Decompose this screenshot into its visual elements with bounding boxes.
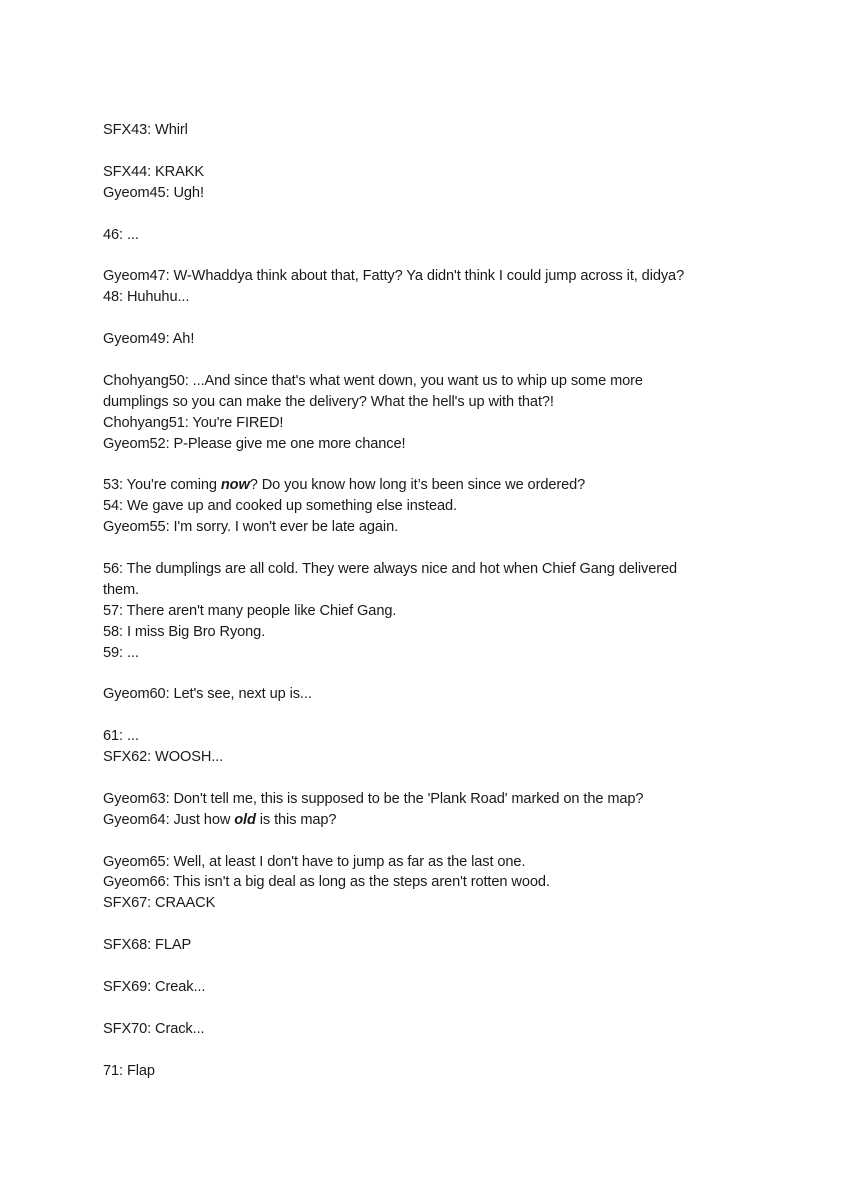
line-text: SFX43: Whirl bbox=[103, 122, 188, 138]
line-text: 71: Flap bbox=[103, 1062, 155, 1079]
script-line bbox=[103, 434, 763, 455]
script-line bbox=[103, 225, 763, 246]
script-line bbox=[103, 120, 763, 141]
emphasized-text: now bbox=[220, 477, 250, 494]
blank-line bbox=[103, 914, 763, 935]
line-text: them. bbox=[103, 581, 139, 598]
script-line bbox=[103, 1061, 763, 1082]
line-text: is this map? bbox=[255, 811, 337, 828]
script-line bbox=[103, 893, 763, 914]
script-line bbox=[103, 872, 763, 893]
document-body bbox=[103, 120, 763, 1081]
script-line bbox=[103, 162, 763, 183]
script-line bbox=[103, 810, 763, 831]
blank-line bbox=[103, 705, 763, 726]
blank-line bbox=[103, 1040, 763, 1061]
line-text: Gyeom66: This isn't a big deal as long as the steps aren't rotten wood. bbox=[103, 874, 550, 891]
blank-line bbox=[103, 204, 763, 225]
script-line bbox=[103, 684, 763, 705]
script-line bbox=[103, 559, 763, 580]
emphasized-text: old bbox=[234, 811, 256, 828]
line-text: Gyeom47: W-Whaddya think about that, Fatty? Ya didn't think I could jump across it, didya? bbox=[103, 268, 685, 285]
script-line bbox=[103, 287, 763, 308]
line-text: 59: ... bbox=[103, 644, 139, 661]
blank-line bbox=[103, 768, 763, 789]
script-line bbox=[103, 1019, 763, 1040]
script-line bbox=[103, 392, 763, 413]
blank-line bbox=[103, 141, 763, 162]
script-line bbox=[103, 852, 763, 873]
line-text: 58: I miss Big Bro Ryong. bbox=[103, 623, 266, 640]
line-text: Gyeom64: Just how bbox=[103, 811, 235, 828]
script-line bbox=[103, 329, 763, 350]
line-text: Gyeom55: I'm sorry. I won't ever be late again. bbox=[103, 519, 399, 536]
line-text: 46: ... bbox=[103, 226, 139, 243]
line-text: ? Do you know how long it’s been since we ordered? bbox=[249, 477, 586, 494]
script-line bbox=[103, 183, 763, 204]
blank-line bbox=[103, 663, 763, 684]
line-text: 56: The dumplings are all cold. They were always nice and hot when Chief Gang delivered bbox=[103, 560, 678, 577]
blank-line bbox=[103, 245, 763, 266]
line-text: Chohyang51: You're FIRED! bbox=[103, 414, 284, 431]
blank-line bbox=[103, 308, 763, 329]
line-text: SFX67: CRAACK bbox=[103, 895, 216, 912]
blank-line bbox=[103, 538, 763, 559]
script-line bbox=[103, 789, 763, 810]
line-text: 54: We gave up and cooked up something else instead. bbox=[103, 498, 457, 515]
line-text: SFX70: Crack... bbox=[103, 1020, 205, 1037]
script-line bbox=[103, 371, 763, 392]
line-text: 53: You're coming bbox=[103, 477, 221, 494]
line-text: Gyeom45: Ugh! bbox=[103, 184, 204, 201]
script-line bbox=[103, 726, 763, 747]
script-line bbox=[103, 643, 763, 664]
blank-line bbox=[103, 831, 763, 852]
script-line bbox=[103, 475, 763, 496]
line-text: SFX69: Creak... bbox=[103, 978, 206, 995]
line-text: Gyeom60: Let's see, next up is... bbox=[103, 686, 312, 703]
script-line bbox=[103, 266, 763, 287]
line-text: SFX44: KRAKK bbox=[103, 163, 204, 180]
script-line bbox=[103, 517, 763, 538]
line-text: 48: Huhuhu... bbox=[103, 289, 190, 306]
line-text: Gyeom63: Don't tell me, this is supposed to be the 'Plank Road' marked on the map? bbox=[103, 790, 644, 807]
line-text: Chohyang50: ...And since that's what went down, you want us to whip up some more bbox=[103, 372, 643, 389]
blank-line bbox=[103, 998, 763, 1019]
script-line bbox=[103, 496, 763, 517]
script-line bbox=[103, 601, 763, 622]
script-line bbox=[103, 977, 763, 998]
script-line bbox=[103, 747, 763, 768]
script-line bbox=[103, 580, 763, 601]
line-text: 61: ... bbox=[103, 728, 139, 745]
blank-line bbox=[103, 350, 763, 371]
script-line bbox=[103, 622, 763, 643]
line-text: SFX68: FLAP bbox=[103, 937, 192, 954]
line-text: 57: There aren't many people like Chief Gang. bbox=[103, 602, 397, 619]
script-line bbox=[103, 413, 763, 434]
script-line bbox=[103, 935, 763, 956]
blank-line bbox=[103, 454, 763, 475]
line-text: SFX62: WOOSH... bbox=[103, 749, 224, 766]
line-text: Gyeom65: Well, at least I don't have to jump as far as the last one. bbox=[103, 853, 526, 870]
line-text: Gyeom52: P-Please give me one more chance! bbox=[103, 435, 406, 452]
blank-line bbox=[103, 956, 763, 977]
line-text: dumplings so you can make the delivery? What the hell's up with that?! bbox=[103, 393, 554, 410]
line-text: Gyeom49: Ah! bbox=[103, 331, 195, 347]
